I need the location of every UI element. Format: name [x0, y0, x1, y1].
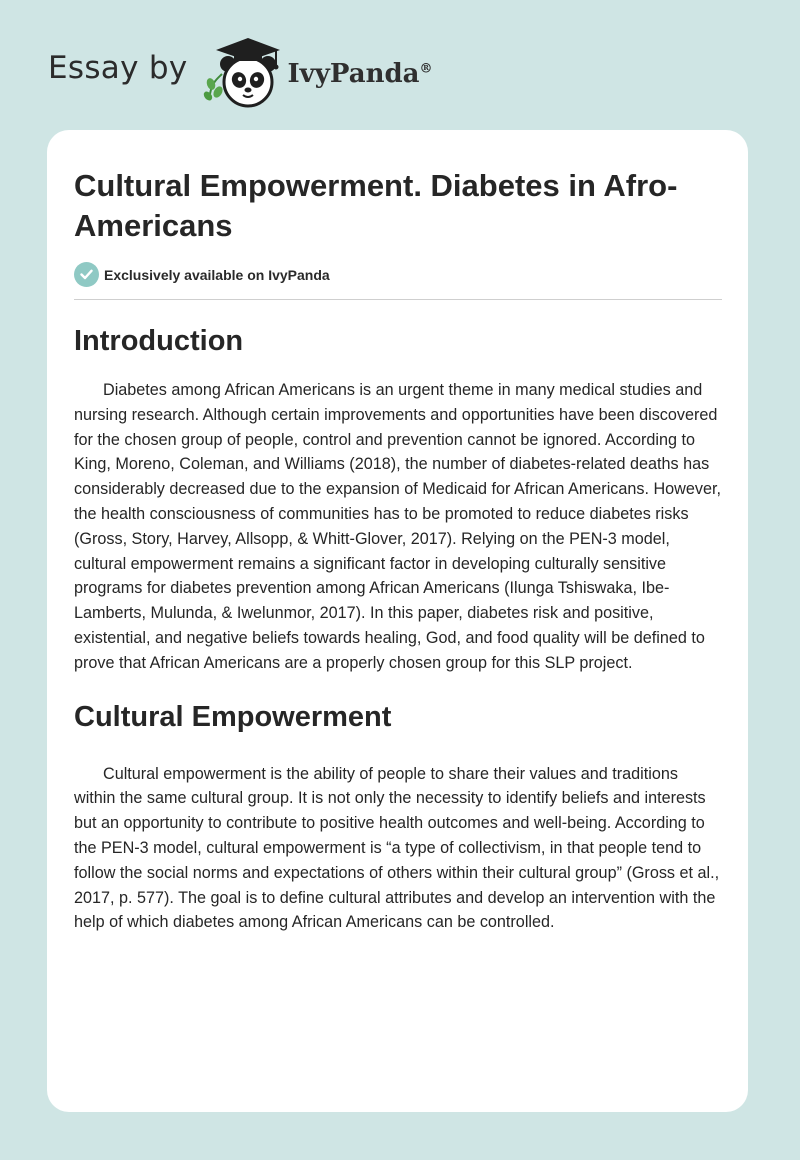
- brand-name-text: IvyPanda: [287, 59, 420, 89]
- section-paragraph: Diabetes among African Americans is an urgent theme in many medical studies and nursing research. Although certain improvements and opportunities have been discovered for the chosen group of people, control and prevention cannot be ignored. According to King, Moreno, Coleman, and Williams (2018), the number of diabetes-related deaths has considerably decreased due to the expansion of Medicaid for African Americans. However, the health consciousness of communities has to be promoted to reduce diabetes risks (Gross, Story, Harvey, Allsopp, & Whitt-Glover, 2017). Relying on the PEN-3 model, cultural empowerment remains a significant factor in developing culturally sensitive programs for diabetes prevention among African Americans (Ilunga Tshiswaka, Ibe-Lamberts, Mulunda, & Iwelunmor, 2017). In this paper, diabetes risk and positive, existential, and negative beliefs towards healing, God, and food quality will be defined to prove that African Americans are a properly chosen group for this SLP project.: [74, 381, 721, 672]
- panda-graduate-icon[interactable]: [202, 34, 284, 110]
- section-introduction: [74, 324, 722, 676]
- title-divider: [74, 299, 722, 300]
- brand-prefix: Essay by: [48, 50, 188, 86]
- article-card: [47, 130, 748, 1112]
- exclusive-badge-label: Exclusively available on IvyPanda: [104, 266, 330, 283]
- article-title: Cultural Empowerment. Diabetes in Afro-Americans: [74, 168, 678, 243]
- registered-mark: ®: [419, 61, 433, 77]
- brand-name[interactable]: [288, 59, 433, 89]
- site-header: [48, 34, 433, 110]
- check-circle-icon: [74, 262, 99, 287]
- section-cultural-empowerment: [74, 700, 722, 936]
- exclusive-badge: [74, 262, 722, 287]
- section-heading: Introduction: [74, 325, 244, 357]
- section-paragraph: Cultural empowerment is the ability of people to share their values and traditions within the same cultural group. It is not only the necessity to identify beliefs and interests but an opportunity to contribute to positive health outcomes and well-being. According to the PEN-3 model, cultural empowerment is “a type of collectivism, in that people tend to follow the social norms and expectations of others within their cultural group” (Gross et al., 2017, p. 577). The goal is to define cultural attributes and develop an intervention with the help of which diabetes among African Americans can be controlled.: [74, 764, 720, 932]
- section-heading: Cultural Empowerment: [74, 700, 392, 733]
